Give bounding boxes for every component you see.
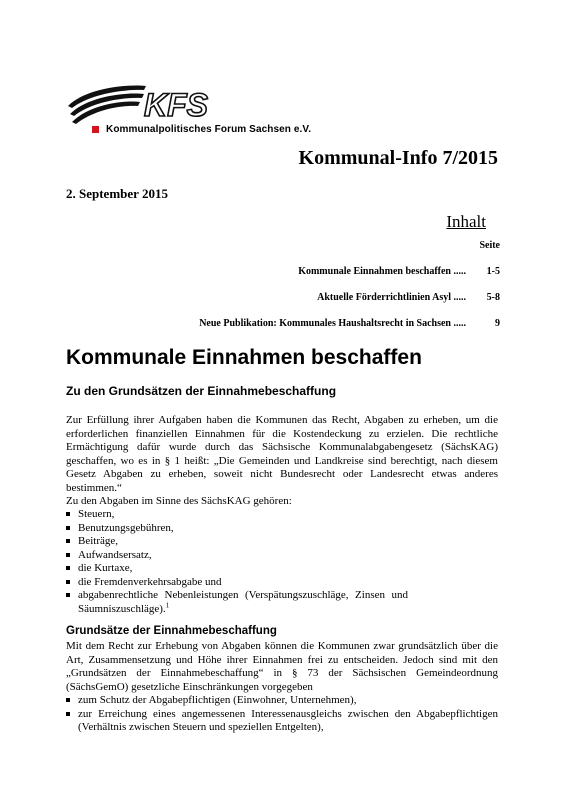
- abgaben-list: [66, 508, 498, 616]
- list-item: zum Schutz der Abgabepflichtigen (Einwohner, Unternehmen),: [66, 694, 498, 708]
- bullet-icon: [66, 698, 70, 702]
- bullet-icon: [66, 539, 70, 543]
- bullet-icon: [66, 553, 70, 557]
- logo-swoosh-icon: [68, 86, 146, 124]
- kfs-logo: [66, 84, 256, 124]
- info-title: Kommunal-Info 7/2015: [298, 147, 498, 169]
- toc-entry-title: Neue Publikation: Kommunales Haushaltsrecht in Sachsen .....: [199, 318, 466, 329]
- toc-page-column-header: Seite: [479, 240, 500, 251]
- toc-entry[interactable]: [298, 266, 500, 277]
- toc-entry-page: 9: [495, 318, 500, 329]
- section2-list: [66, 694, 498, 735]
- list-item: zur Erreichung eines angemessenen Interessenausgleichs zwischen den Abgabepflichtigen (Verhältnis zwischen Steuern und speziellen Entgelten),: [66, 708, 498, 735]
- bullet-icon: [66, 580, 70, 584]
- list-item: Steuern,: [66, 508, 498, 522]
- publication-date: 2. September 2015: [66, 186, 168, 201]
- bullet-icon: [66, 526, 70, 530]
- bullet-icon: [66, 566, 70, 570]
- list-item: Benutzungsgebühren,: [66, 522, 498, 536]
- toc-entry[interactable]: [199, 318, 500, 329]
- footnote-marker[interactable]: 1: [165, 600, 170, 609]
- bullet-icon: [66, 512, 70, 516]
- list-item: Aufwandsersatz,: [66, 549, 498, 563]
- bullet-icon: [66, 712, 70, 716]
- toc-entry-page: 1-5: [486, 266, 500, 277]
- toc-entry[interactable]: [317, 292, 500, 303]
- list-item: die Kurtaxe,: [66, 562, 498, 576]
- toc-entry-title: Aktuelle Förderrichtlinien Asyl .....: [317, 292, 466, 303]
- intro-paragraph: Zur Erfüllung ihrer Aufgaben haben die Kommunen das Recht, Abgaben zu erheben, um die erforderlichen finanziellen Einnahmen für die Kostendeckung zu erzielen. Die rechtliche Ermächtigung dafür wurde durch das Sächsische Kommunalabgabengesetz (SächsKAG) geschaffen, wo es in § 1 heißt: „Die Gemeinden und Landkreise sind berechtigt, nach diesem Gesetz Abgaben zu erheben, soweit nicht Bundesrecht oder Landesrecht etwas anderes bestimmen.“: [66, 414, 498, 494]
- list-item: Beiträge,: [66, 535, 498, 549]
- brand-square-icon: [92, 126, 99, 133]
- toc-entry-page: 5-8: [486, 292, 500, 303]
- bullet-icon: [66, 593, 70, 597]
- list-item: abgabenrechtliche Nebenleistungen (Verspätungszuschläge, Zinsen und Säumniszuschläge).$^1$: [66, 589, 408, 616]
- toc-heading: Inhalt: [446, 212, 486, 231]
- section2-paragraph: Mit dem Recht zur Erhebung von Abgaben können die Kommunen zwar grundsätzlich über die Art, Zusammensetzung und Höhe ihrer Einnahmen frei zu entscheiden. Jedoch sind mit den „Grundsätzen der Einnahmebeschaffung“ in § 73 der Sächsischen Gemeindeordnung (SächsGemO) gesetzliche Einschränkungen vorgegeben: [66, 640, 498, 693]
- list-item: die Fremdenverkehrsabgabe und: [66, 576, 498, 590]
- logo-lettering: KFS: [144, 87, 208, 123]
- article-heading: Kommunale Einnahmen beschaffen: [66, 346, 422, 369]
- toc-entry-title: Kommunale Einnahmen beschaffen .....: [298, 266, 466, 277]
- article-subheading: Zu den Grundsätzen der Einnahmebeschaffung: [66, 384, 337, 398]
- list-intro: Zu den Abgaben im Sinne des SächsKAG gehören:: [66, 495, 292, 507]
- organization-name: Kommunalpolitisches Forum Sachsen e.V.: [106, 124, 312, 135]
- section-heading: Grundsätze der Einnahmebeschaffung: [66, 625, 277, 637]
